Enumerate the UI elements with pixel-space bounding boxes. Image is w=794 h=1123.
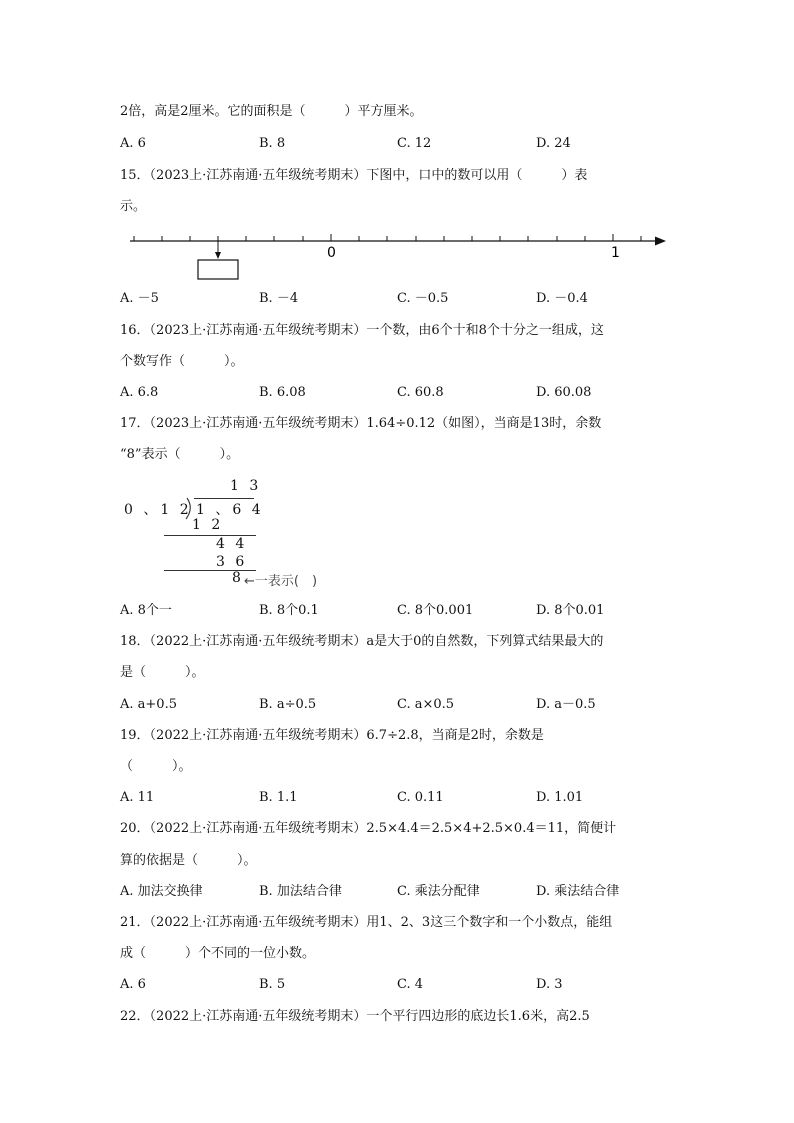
option-a[interactable]: A. －5 — [120, 291, 159, 306]
q17-text-line2: “8”表示（ ）。 — [120, 447, 240, 462]
pointer-arrowhead — [215, 252, 221, 259]
step-subtrahend-1: 1 2 — [192, 517, 224, 533]
option-b[interactable]: B. 5 — [259, 977, 286, 992]
option-d[interactable]: D. －0.4 — [536, 291, 588, 306]
q14-text: 2倍，高是2厘米。它的面积是（ ）平方厘米。 — [120, 104, 423, 119]
option-d[interactable]: D. 3 — [536, 977, 563, 992]
option-d[interactable]: D. 60.08 — [536, 385, 592, 400]
q20-text-line1: 20．（2022上·江苏南通·五年级统考期末）2.5×4.4＝2.5×4+2.5×0.4＝11，简便计 — [120, 821, 617, 836]
option-a[interactable]: A. 6 — [120, 136, 146, 151]
q15-text-line2: 示。 — [120, 199, 147, 214]
option-c[interactable]: C. 乘法分配律 — [397, 884, 480, 899]
q19-text-line1: 19．（2022上·江苏南通·五年级统考期末）6.7÷2.8，当商是2时，余数是 — [120, 728, 544, 743]
option-a[interactable]: A. 11 — [120, 790, 155, 805]
answer-box — [198, 260, 238, 279]
divisor: 0 、1 2 — [124, 502, 192, 518]
q19-text-line2: （ ）。 — [120, 759, 192, 774]
q18-text-line2: 是（ ）。 — [120, 665, 205, 680]
dividend: 1 、6 4 — [196, 502, 264, 518]
zero-label: 0 — [327, 245, 336, 261]
long-division-figure — [118, 474, 350, 590]
q16-text-line1: 16．（2023上·江苏南通·五年级统考期末）一个数，由6个十和8个十分之一组成，这 — [120, 323, 604, 338]
q15-text-line1: 15．（2023上·江苏南通·五年级统考期末）下图中，口中的数可以用（ ）表 — [120, 168, 588, 183]
remainder-note: ←一表示( ) — [244, 574, 318, 589]
step-subtrahend-2: 3 6 — [216, 554, 248, 570]
option-b[interactable]: B. a÷0.5 — [259, 697, 317, 712]
q20-text-line2: 算的依据是（ ）。 — [120, 853, 257, 868]
option-d[interactable]: D. a－0.5 — [536, 697, 596, 712]
q21-text-line1: 21．（2022上·江苏南通·五年级统考期末）用1、2、3这三个数字和一个小数点，能组 — [120, 915, 613, 930]
option-c[interactable]: C. 8个0.001 — [397, 603, 474, 618]
q22-text-line1: 22．（2022上·江苏南通·五年级统考期末）一个平行四边形的底边长1.6米，高2.5 — [120, 1009, 590, 1024]
option-c[interactable]: C. 12 — [397, 136, 432, 151]
one-label: 1 — [611, 245, 620, 261]
q18-text-line1: 18．（2022上·江苏南通·五年级统考期末）a是大于0的自然数，下列算式结果最大的 — [120, 634, 604, 649]
option-b[interactable]: B. 1.1 — [259, 790, 298, 805]
final-remainder: 8 — [232, 570, 244, 586]
option-d[interactable]: D. 8个0.01 — [536, 603, 605, 618]
option-b[interactable]: B. －4 — [259, 291, 299, 306]
option-b[interactable]: B. 8 — [259, 136, 286, 151]
option-a[interactable]: A. 6.8 — [120, 385, 159, 400]
option-b[interactable]: B. 加法结合律 — [259, 884, 342, 899]
q17-text-line1: 17．（2023上·江苏南通·五年级统考期末）1.64÷0.12（如图），当商是13时，余数 — [120, 416, 602, 431]
option-c[interactable]: C. 60.8 — [397, 385, 444, 400]
option-a[interactable]: A. 加法交换律 — [120, 884, 203, 899]
step-remainder-1: 4 4 — [216, 536, 248, 552]
option-d[interactable]: D. 乘法结合律 — [536, 884, 620, 899]
option-c[interactable]: C. 0.11 — [397, 790, 444, 805]
option-c[interactable]: C. 4 — [397, 977, 424, 992]
q16-text-line2: 个数写作（ ）。 — [120, 354, 244, 369]
option-a[interactable]: A. 6 — [120, 977, 146, 992]
quotient: 1 3 — [230, 478, 262, 494]
number-line-figure — [120, 228, 680, 284]
option-c[interactable]: C. a×0.5 — [397, 697, 455, 712]
number-line-arrowhead — [655, 237, 666, 246]
option-d[interactable]: D. 1.01 — [536, 790, 584, 805]
option-c[interactable]: C. －0.5 — [397, 291, 449, 306]
option-a[interactable]: A. 8个一 — [120, 603, 172, 618]
option-a[interactable]: A. a+0.5 — [120, 697, 177, 712]
q21-text-line2: 成（ ）个不同的一位小数。 — [120, 946, 316, 961]
option-b[interactable]: B. 6.08 — [259, 385, 306, 400]
option-d[interactable]: D. 24 — [536, 136, 571, 151]
option-b[interactable]: B. 8个0.1 — [259, 603, 319, 618]
number-line-ticks — [134, 234, 641, 241]
